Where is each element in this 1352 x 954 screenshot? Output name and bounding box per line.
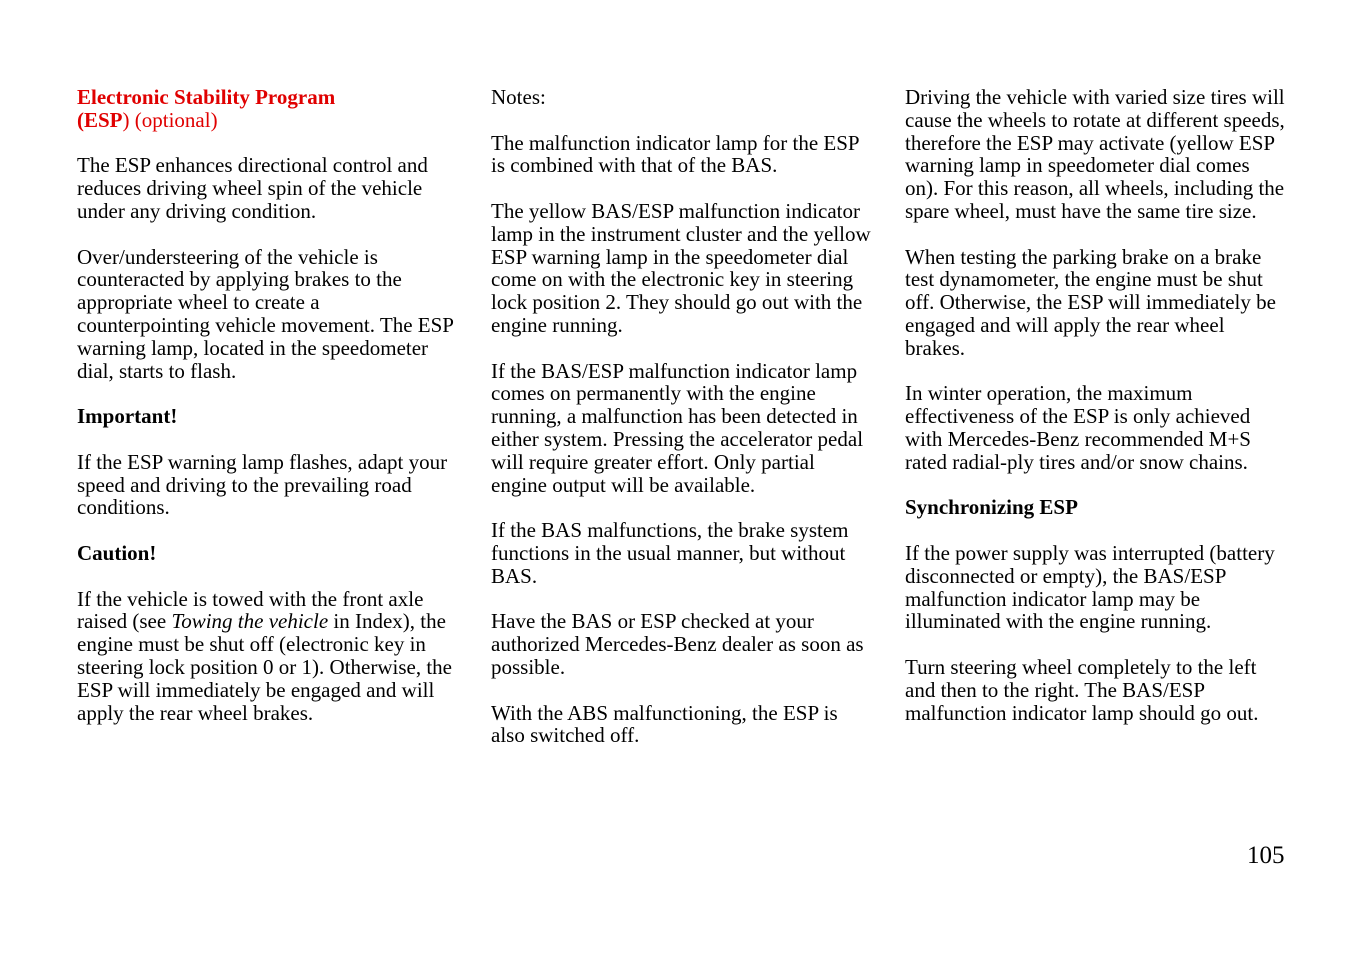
notes-label: Notes: <box>491 85 546 109</box>
paragraph-permanent-lamp: If the BAS/ESP malfunction indicator lamp comes on permanently with the engine running, a malfunction has been detected in either system. Pressing the accelerator pedal will require greater effort. Only partial engine output will be available. <box>491 358 864 497</box>
paragraph-tire-size: Driving the vehicle with varied size tires will cause the wheels to rotate at different speeds, therefore the ESP may activate (yellow ESP warning lamp in speedometer dial comes on). For this reason, all wheels, including the spare wheel, must have the same tire size. <box>905 85 1285 223</box>
page-number: 105 <box>1247 842 1285 869</box>
synchronizing-heading: Synchronizing ESP <box>905 495 1078 520</box>
towing-text-end: in Index), the engine must be shut off (electronic key in steering lock position 0 or 1). Otherwise, the ESP will immediately be engaged and will apply the rear wheel brakes. <box>77 609 453 725</box>
section-title-optional: ) (optional) <box>122 107 218 132</box>
paragraph-towing <box>77 588 457 725</box>
section-title-line1: Electronic Stability Program <box>77 85 336 109</box>
paragraph-oversteering: Over/understeering of the vehicle is counteracted by applying brakes to the appropriate wheel to create a counterpointing vehicle movement. The ESP warning lamp, located in the speedometer dial, starts to flash. <box>77 244 454 383</box>
paragraph-indicator-combined: The malfunction indicator lamp for the ESP is combined with that of the BAS. <box>491 130 859 178</box>
paragraph-winter-operation: In winter operation, the maximum effectiveness of the ESP is only achieved with Mercedes-Benz recommended M+S rated radial-ply tires and/or snow chains. <box>905 381 1251 474</box>
paragraph-dealer-check: Have the BAS or ESP checked at your authorized Mercedes-Benz dealer as soon as possible. <box>491 609 864 679</box>
paragraph-abs-malfunction: With the ABS malfunctioning, the ESP is also switched off. <box>491 700 838 748</box>
towing-reference: Towing the vehicle <box>171 609 329 634</box>
paragraph-esp-intro: The ESP enhances directional control and reduces driving wheel spin of the vehicle under any driving condition. <box>77 153 428 223</box>
column-right <box>905 86 1285 747</box>
section-title-abbrev: (ESP <box>77 107 123 132</box>
paragraph-steering-procedure: Turn steering wheel completely to the left and then to the right. The BAS/ESP malfunction indicator lamp should go out. <box>905 654 1259 725</box>
paragraph-warning-flash: If the ESP warning lamp flashes, adapt your speed and driving to the prevailing road conditions. <box>77 449 448 520</box>
section-title <box>77 86 457 132</box>
paragraph-power-interrupted: If the power supply was interrupted (battery disconnected or empty), the BAS/ESP malfunction indicator lamp may be illuminated with the engine running. <box>905 540 1275 634</box>
paragraph-bas-malfunction: If the BAS malfunctions, the brake system functions in the usual manner, but without BAS. <box>491 518 849 588</box>
paragraph-parking-brake-test: When testing the parking brake on a brake test dynamometer, the engine must be shut off. Otherwise, the ESP will immediately be engaged and will apply the rear wheel brakes. <box>905 244 1276 360</box>
paragraph-yellow-lamp: The yellow BAS/ESP malfunction indicator lamp in the instrument cluster and the yellow ESP warning lamp in the speedometer dial come on with the electronic key in steering lock position 2. They should go out with the engine running. <box>491 198 871 337</box>
column-middle <box>491 86 871 770</box>
important-heading: Important! <box>77 404 178 429</box>
caution-heading: Caution! <box>77 540 157 565</box>
towing-text-start: If the vehicle is towed with the front axle raised (see <box>77 586 424 634</box>
column-left <box>77 86 457 747</box>
